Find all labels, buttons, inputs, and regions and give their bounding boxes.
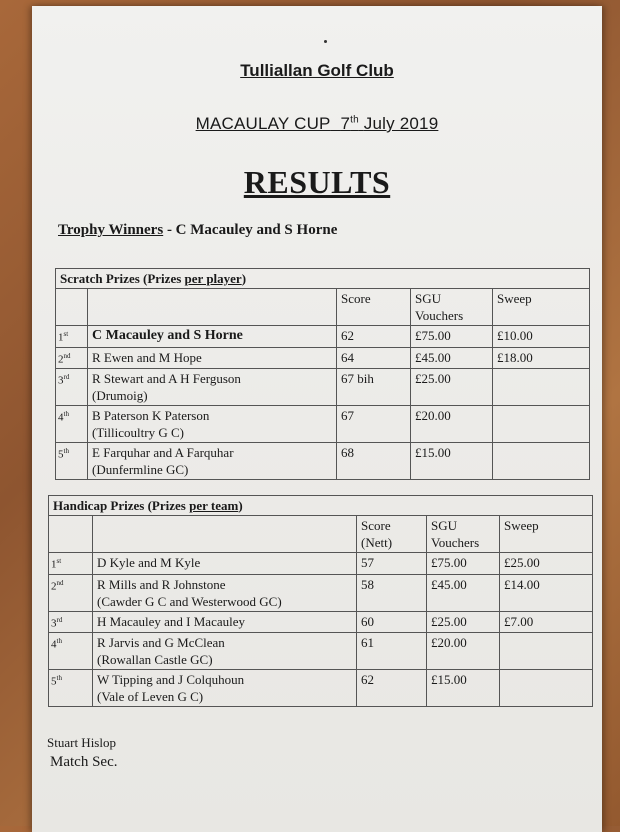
table-row: [49, 633, 593, 670]
position-cell: [56, 406, 88, 443]
vouchers-cell: £20.00: [411, 406, 493, 443]
page-title: RESULTS: [243, 164, 391, 200]
cup-name: MACAULAY CUP: [195, 114, 331, 133]
position-suffix: th: [56, 637, 62, 646]
vouchers-cell: £25.00: [411, 369, 493, 406]
sweep-cell: £7.00: [500, 611, 593, 633]
position-number: 2: [58, 353, 64, 366]
position-cell: [56, 443, 88, 480]
header-vouchers-line1: SGU: [431, 518, 458, 533]
position-suffix: st: [56, 557, 62, 565]
position-cell: [49, 553, 93, 575]
sweep-cell: £14.00: [500, 574, 593, 611]
player-names: C Macauley and S Horne: [88, 326, 337, 348]
handicap-title-text: Handicap Prizes (Prizes: [53, 498, 190, 513]
score-cell: 57: [357, 553, 427, 575]
header-score-line1: Score: [361, 518, 391, 533]
trophy-winner-names: - C Macauley and S Horne: [163, 222, 338, 238]
handicap-header-row: [49, 516, 593, 553]
score-cell: 58: [357, 574, 427, 611]
position-cell: [49, 670, 93, 707]
handicap-prizes-table: [48, 495, 593, 707]
vouchers-cell: £25.00: [427, 611, 500, 633]
scratch-header-row: [56, 289, 590, 326]
team-name-line: R Mills and R Johnstone: [97, 576, 226, 592]
player-name-line: E Farquhar and A Farquhar: [92, 445, 234, 461]
vouchers-cell: £15.00: [411, 443, 493, 480]
team-names: [93, 574, 357, 611]
score-cell: 61: [357, 633, 427, 670]
table-row: [56, 443, 590, 480]
table-row: [56, 347, 590, 369]
position-cell: [56, 347, 88, 369]
vouchers-cell: £75.00: [427, 553, 500, 575]
scratch-table-title: [56, 269, 590, 289]
sweep-cell: [500, 670, 593, 707]
position-number: 5: [51, 675, 57, 688]
team-names: [93, 670, 357, 707]
team-club-line: (Cawder G C and Westerwood GC): [97, 593, 282, 609]
position-cell: [56, 326, 88, 348]
player-club-line: (Tillicoultry G C): [92, 425, 184, 441]
position-number: 5: [58, 448, 64, 461]
vouchers-cell: £45.00: [427, 574, 500, 611]
header-vouchers-line2: Vouchers: [431, 535, 480, 550]
header-sweep: Sweep: [500, 516, 593, 553]
header-cell-empty: [93, 516, 357, 553]
player-club-line: (Dunfermline GC): [92, 462, 189, 478]
header-vouchers-line1: SGU: [415, 291, 442, 306]
table-row: [49, 611, 593, 633]
header-score-line2: (Nett): [361, 535, 393, 550]
position-number: 4: [51, 638, 57, 651]
sweep-cell: [493, 443, 590, 480]
score-cell: 67: [337, 406, 411, 443]
secretary-role: Match Sec.: [50, 754, 118, 770]
header-score: [357, 516, 427, 553]
position-suffix: rd: [63, 373, 70, 382]
position-number: 3: [51, 617, 57, 630]
secretary-name: Stuart Hislop: [47, 735, 116, 750]
position-number: 1: [58, 331, 64, 344]
score-cell: 67 bih: [337, 369, 411, 406]
player-club-line: (Drumoig): [92, 388, 148, 404]
sweep-cell: £25.00: [500, 553, 593, 575]
table-row: [49, 553, 593, 575]
position-suffix: th: [63, 447, 69, 456]
cup-date-rest: July 2019: [363, 114, 439, 133]
team-name-line: W Tipping and J Colquhoun: [97, 672, 245, 688]
score-cell: 62: [357, 670, 427, 707]
cup-title: [32, 114, 602, 134]
header-cell-empty: [88, 289, 337, 326]
cup-date-suffix: th: [350, 114, 359, 126]
position-suffix: rd: [56, 615, 63, 624]
score-cell: 62: [337, 326, 411, 348]
handicap-title-close: ): [238, 498, 243, 513]
vouchers-cell: £15.00: [427, 670, 500, 707]
vouchers-cell: £45.00: [411, 347, 493, 369]
player-names: [88, 369, 337, 406]
score-cell: 68: [337, 443, 411, 480]
paper-speck: [324, 40, 327, 43]
team-club-line: (Vale of Leven G C): [97, 689, 204, 705]
team-names: D Kyle and M Kyle: [93, 553, 357, 575]
header-cell-empty: [56, 289, 88, 326]
header-sweep: Sweep: [493, 289, 590, 326]
player-name-line: R Stewart and A H Ferguson: [92, 371, 241, 387]
header-cell-empty: [49, 516, 93, 553]
handicap-title-underlined: per team: [189, 498, 239, 513]
team-names: H Macauley and I Macauley: [93, 611, 357, 633]
position-suffix: nd: [56, 578, 64, 587]
header-score: Score: [337, 289, 411, 326]
score-cell: 64: [337, 347, 411, 369]
player-names: [88, 443, 337, 480]
player-name-line: B Paterson K Paterson: [92, 408, 210, 424]
position-cell: [49, 574, 93, 611]
position-cell: [49, 633, 93, 670]
score-cell: 60: [357, 611, 427, 633]
position-suffix: th: [56, 674, 62, 683]
table-row: [49, 670, 593, 707]
club-name: Tulliallan Golf Club: [240, 61, 394, 80]
vouchers-cell: £20.00: [427, 633, 500, 670]
header-vouchers: [427, 516, 500, 553]
header-vouchers: [411, 289, 493, 326]
cup-date-day: 7: [340, 114, 351, 133]
vouchers-cell: £75.00: [411, 326, 493, 348]
sweep-cell: £10.00: [493, 326, 590, 348]
sweep-cell: [493, 369, 590, 406]
scratch-title-underlined: per player: [184, 271, 242, 286]
table-row: [56, 369, 590, 406]
team-name-line: R Jarvis and G McClean: [97, 635, 225, 651]
player-names: [88, 406, 337, 443]
handicap-table-title: [49, 496, 593, 516]
header-vouchers-line2: Vouchers: [415, 308, 464, 323]
sweep-cell: [500, 633, 593, 670]
position-number: 4: [58, 411, 64, 424]
position-cell: [56, 369, 88, 406]
results-sheet: [32, 6, 602, 832]
position-suffix: th: [63, 410, 69, 419]
position-cell: [49, 611, 93, 633]
position-suffix: st: [63, 330, 69, 338]
position-number: 1: [51, 558, 57, 571]
scratch-title-text: Scratch Prizes (Prizes: [60, 271, 185, 286]
table-row: [56, 406, 590, 443]
position-suffix: nd: [63, 351, 71, 360]
trophy-winners: [58, 222, 337, 239]
sweep-cell: £18.00: [493, 347, 590, 369]
scratch-prizes-table: [55, 268, 590, 480]
table-row: [56, 326, 590, 348]
position-number: 3: [58, 374, 64, 387]
team-club-line: (Rowallan Castle GC): [97, 652, 213, 668]
scratch-title-close: ): [241, 271, 247, 286]
sweep-cell: [493, 406, 590, 443]
player-names: R Ewen and M Hope: [88, 347, 337, 369]
trophy-label: Trophy Winners: [58, 222, 164, 238]
table-row: [49, 574, 593, 611]
team-names: [93, 633, 357, 670]
position-number: 2: [51, 580, 57, 593]
